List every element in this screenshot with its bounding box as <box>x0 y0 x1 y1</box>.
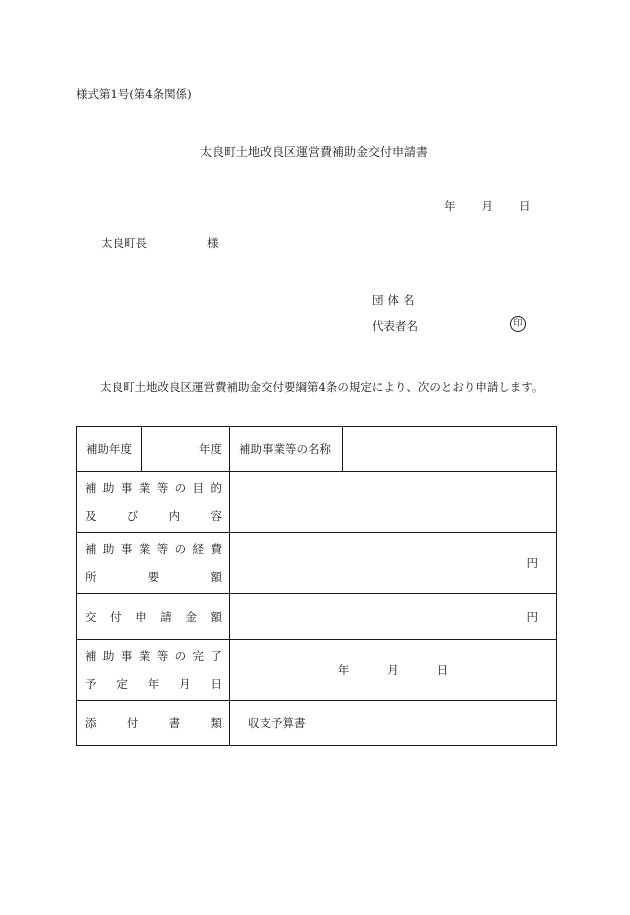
addressee-name: 太良町長 <box>101 236 147 250</box>
completion-label-cell <box>77 640 230 701</box>
table-row <box>77 701 557 746</box>
attachments-value: 収支予算書 <box>248 716 306 730</box>
addressee-honorific: 様 <box>207 236 219 250</box>
subsidy-year-unit: 年度 <box>199 442 222 456</box>
organization-name-label: 団体名 <box>372 293 419 307</box>
table-row <box>77 427 557 472</box>
completion-month-label: 月 <box>387 663 399 677</box>
purpose-label-cell <box>77 472 230 533</box>
table-row <box>77 594 557 640</box>
completion-date-field[interactable] <box>230 640 557 701</box>
form-number-label: 様式第1号(第4条関係) <box>76 87 192 101</box>
table-row <box>77 472 557 533</box>
attachments-label-cell <box>77 701 230 746</box>
addressee <box>101 235 219 251</box>
date-day-label: 日 <box>519 199 531 213</box>
document-title: 太良町土地改良区運営費補助金交付申請書 <box>200 145 429 159</box>
table-row <box>77 533 557 594</box>
completion-day-label: 日 <box>436 663 449 677</box>
subsidy-year-label: 補助年度 <box>77 427 142 472</box>
project-name-label: 補助事業等の名称 <box>230 427 343 472</box>
cost-yen-unit: 円 <box>526 556 538 570</box>
application-statement: 太良町土地改良区運営費補助金交付要綱第4条の規定により、次のとおり申請します。 <box>100 380 544 394</box>
seal-mark-icon: 印 <box>510 316 526 332</box>
request-amount-label-cell <box>77 594 230 640</box>
request-amount-label: 交 付 申 請 金 額 <box>85 609 222 624</box>
purpose-content-field[interactable] <box>230 472 557 533</box>
attachments-label: 添 付 書 類 <box>85 716 222 730</box>
request-amount-yen-unit: 円 <box>526 609 538 624</box>
completion-year-label: 年 <box>337 663 350 677</box>
date-month-label: 月 <box>481 199 493 213</box>
table-row <box>77 640 557 701</box>
purpose-label-line1: 補 助 事 業 等 の 目 的 <box>85 481 222 495</box>
cost-label-line2: 所 要 額 <box>85 570 222 584</box>
application-form-table <box>76 426 557 746</box>
date-line <box>444 198 531 214</box>
project-name-field[interactable] <box>343 427 557 472</box>
date-year-label: 年 <box>444 199 456 213</box>
cost-label-line1: 補 助 事 業 等 の 経 費 <box>85 542 222 556</box>
cost-amount-field[interactable] <box>230 533 557 594</box>
completion-label-line1: 補 助 事 業 等 の 完 了 <box>85 649 222 663</box>
purpose-label-line2: 及 び 内 容 <box>85 509 222 523</box>
request-amount-field[interactable] <box>230 594 557 640</box>
subsidy-year-field[interactable] <box>142 427 230 472</box>
completion-label-line2: 予 定 年 月 日 <box>85 677 222 691</box>
attachments-field[interactable] <box>230 701 557 746</box>
cost-label-cell <box>77 533 230 594</box>
representative-name-label: 代表者名 <box>372 319 418 333</box>
